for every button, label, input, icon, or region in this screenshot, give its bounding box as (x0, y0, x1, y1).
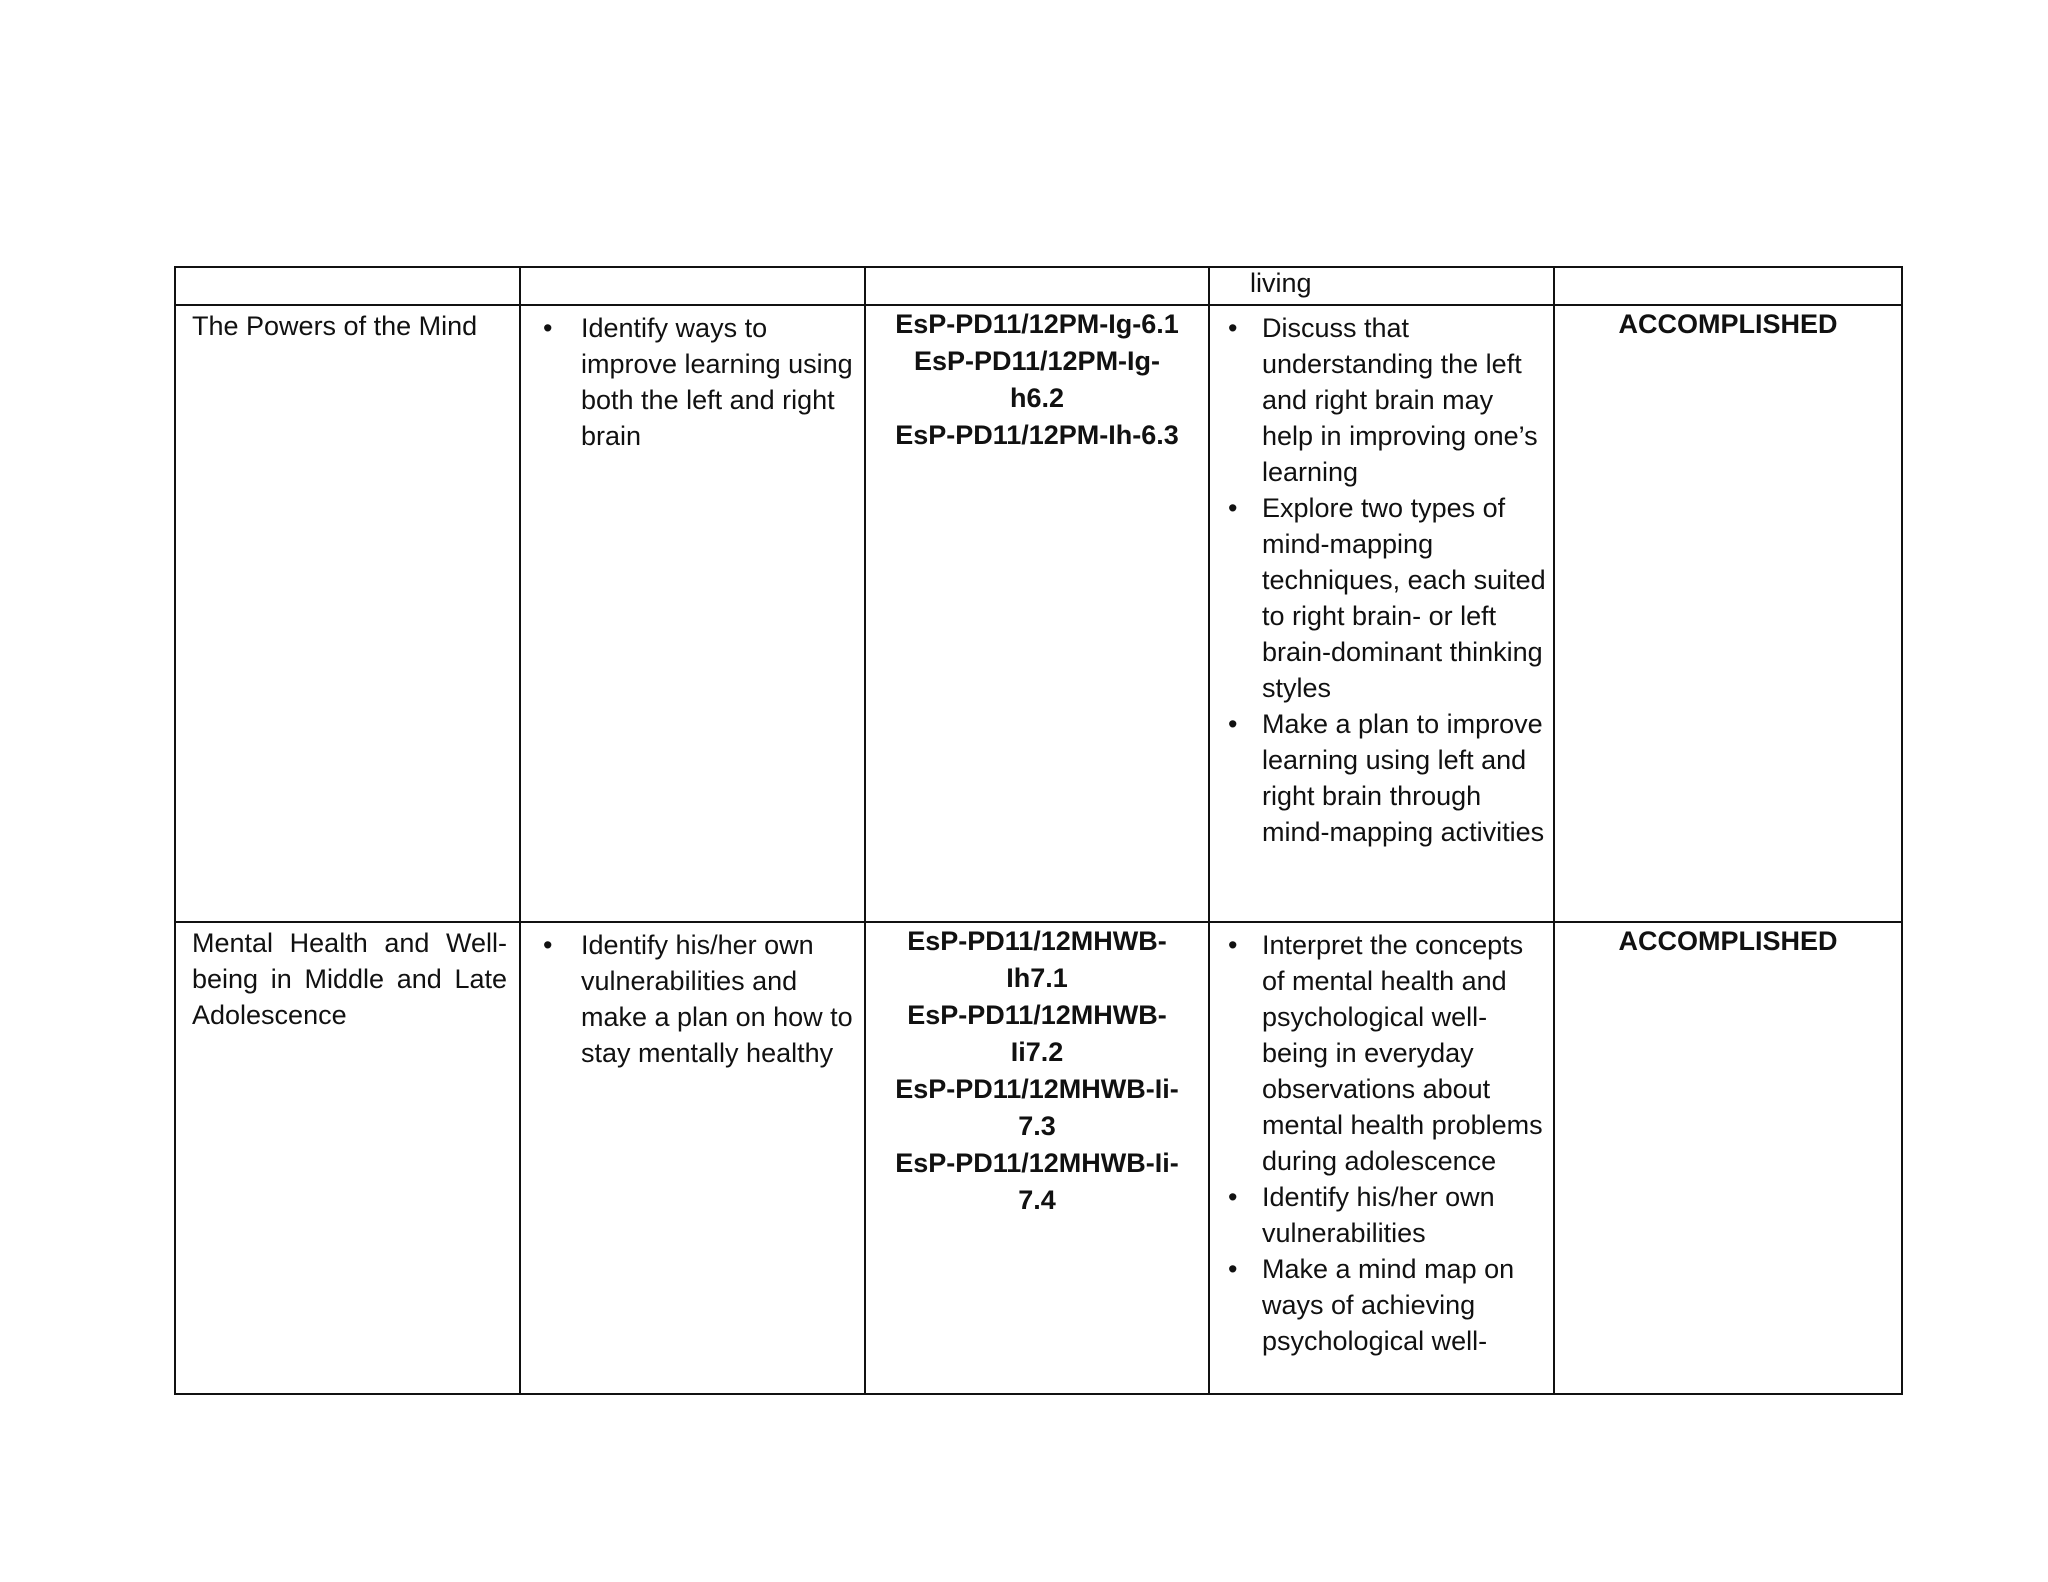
activity-item: • Explore two types of mind-mapping techniques, each suited to right brain- or left brain-dominant thinking styles (1210, 490, 1547, 706)
cell-topic (175, 922, 520, 1394)
activity-list (1210, 306, 1553, 850)
competency-code: EsP-PD11/12MHWB-Ii7.2 (907, 1000, 1167, 1067)
cell-activities (1209, 922, 1554, 1394)
objective-list (521, 306, 864, 454)
table-row (175, 922, 1902, 1394)
activity-list (1210, 923, 1553, 1359)
objective-list (521, 923, 864, 1071)
competency-code: EsP-PD11/12MHWB-Ii-7.4 (895, 1148, 1179, 1215)
competency-code: EsP-PD11/12MHWB-Ih7.1 (907, 926, 1167, 993)
status-text: ACCOMPLISHED (1618, 309, 1838, 339)
curriculum-table (174, 266, 1903, 1395)
cell-status-empty (1554, 267, 1902, 305)
cell-objective (520, 305, 865, 922)
cell-codes (865, 922, 1209, 1394)
objective-item: • Identify ways to improve learning using both the left and right brain (521, 310, 858, 454)
activity-item: • Discuss that understanding the left and right brain may help in improving one’s learning (1210, 310, 1547, 490)
cell-status (1554, 305, 1902, 922)
competency-code: EsP-PD11/12PM-Ig-6.1 (895, 309, 1179, 339)
activity-item: • Interpret the concepts of mental health and psychological well-being in everyday observations about mental health problems during adolescence (1210, 927, 1547, 1179)
topic-text: The Powers of the Mind (192, 311, 478, 341)
status-text: ACCOMPLISHED (1618, 926, 1838, 956)
cell-activities (1209, 305, 1554, 922)
table-row-continued (175, 267, 1902, 305)
cell-topic-empty (175, 267, 520, 305)
table-row (175, 305, 1902, 922)
cell-codes-empty (865, 267, 1209, 305)
cell-status (1554, 922, 1902, 1394)
cell-objective-empty (520, 267, 865, 305)
competency-code: EsP-PD11/12MHWB-Ii-7.3 (895, 1074, 1179, 1141)
activity-item: • Make a plan to improve learning using left and right brain through mind-mapping activities (1210, 706, 1547, 850)
code-list (866, 923, 1208, 1219)
objective-item: • Identify his/her own vulnerabilities and make a plan on how to stay mentally healthy (521, 927, 858, 1071)
activity-item: • Make a mind map on ways of achieving psychological well- (1210, 1251, 1547, 1359)
cell-codes (865, 305, 1209, 922)
cell-activities-continued (1209, 267, 1554, 305)
continued-text: living (1250, 268, 1312, 298)
cell-topic (175, 305, 520, 922)
code-list (866, 306, 1208, 454)
topic-text: Mental Health and Well-being in Middle and Late Adolescence (192, 928, 507, 1030)
competency-code: EsP-PD11/12PM-Ig-h6.2 (913, 346, 1161, 413)
competency-code: EsP-PD11/12PM-Ih-6.3 (895, 420, 1179, 450)
cell-objective (520, 922, 865, 1394)
activity-item: • Identify his/her own vulnerabilities (1210, 1179, 1547, 1251)
